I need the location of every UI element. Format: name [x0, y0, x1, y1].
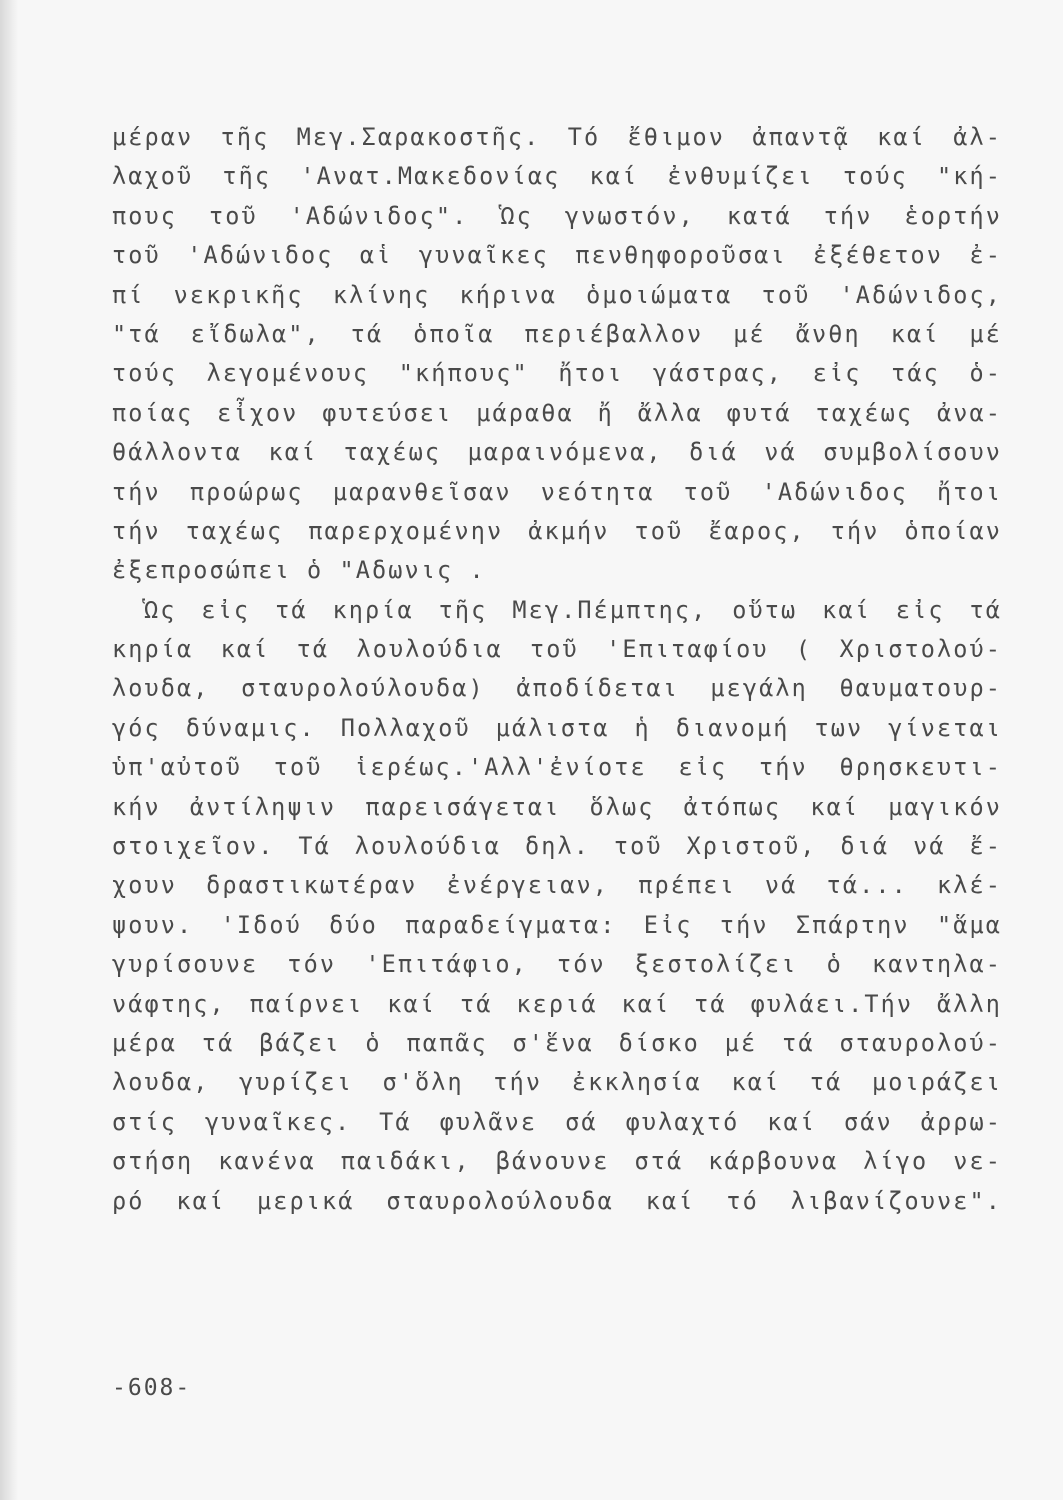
text-line: μέραν τῆς Μεγ.Σαρακοστῆς. Τό ἔθιμον ἀπαντᾷ καί ἀλ- [112, 123, 1002, 151]
text-line: κηρία καί τά λουλούδια τοῦ 'Επιταφίου ( Χριστολού- [112, 635, 1002, 664]
text-line: λουδα, γυρίζει σ'ὅλη τήν ἐκκλησία καί τά μοιράζει [112, 1068, 1002, 1097]
text-line: στίς γυναῖκες. Τά φυλᾶνε σά φυλαχτό καί σάν ἀρρω- [112, 1107, 1002, 1136]
text-line: τοῦ 'Αδώνιδος αἱ γυναῖκες πενθηφοροῦσαι ἐξέθετον ἐ- [112, 241, 1002, 270]
text-line: ποίας εἶχον φυτεύσει μάραθα ἤ ἄλλα φυτά ταχέως ἀνα- [112, 398, 1002, 427]
text-line: χουν δραστικωτέραν ἐνέργειαν, πρέπει νά τά... κλέ- [112, 871, 1002, 900]
text-line: νάφτης, παίρνει καί τά κεριά καί τά φυλάει.Τήν ἄλλη [112, 989, 1002, 1018]
page-edge-shadow [0, 0, 18, 1500]
text-line: τούς λεγομένους "κήπους" ἤτοι γάστρας, εἰς τάς ὁ- [112, 359, 1002, 388]
text-line: γός δύναμις. Πολλαχοῦ μάλιστα ἡ διανομή των γίνεται [112, 713, 1002, 742]
text-line: λουδα, σταυρολούλουδα) ἀποδίδεται μεγάλη θαυματουρ- [112, 674, 1002, 703]
page-number: -608- [112, 1375, 192, 1401]
text-line: πί νεκρικῆς κλίνης κήρινα ὁμοιώματα τοῦ 'Αδώνιδος, [112, 280, 1002, 309]
text-line: θάλλοντα καί ταχέως μαραινόμενα, διά νά συμβολίσουν [112, 438, 1002, 467]
text-line: ὑπ'αὐτοῦ τοῦ ἱερέως.'Αλλ'ἐνίοτε εἰς τήν θρησκευτι- [112, 753, 1002, 782]
text-line: ἐξεπροσώπει ὁ "Αδωνις . [112, 556, 486, 585]
text-line: στήση κανένα παιδάκι, βάνουνε στά κάρβουνα λίγο νε- [112, 1147, 1002, 1176]
text-line: στοιχεῖον. Τά λουλούδια δηλ. τοῦ Χριστοῦ, διά νά ἔ- [112, 832, 1002, 861]
text-line: λαχοῦ τῆς 'Ανατ.Μακεδονίας καί ἐνθυμίζει τούς "κή- [112, 162, 1002, 191]
text-line: μέρα τά βάζει ὁ παπᾶς σ'ἕνα δίσκο μέ τά σταυρολού- [112, 1028, 1002, 1057]
text-line: πους τοῦ 'Αδώνιδος". Ὡς γνωστόν, κατά τήν ἑορτήν [112, 201, 1002, 230]
text-line: τήν ταχέως παρερχομένην ἀκμήν τοῦ ἔαρος, τήν ὁποίαν [112, 516, 1002, 545]
text-line: ψουν. 'Ιδού δύο παραδείγματα: Εἰς τήν Σπάρτην "ἅμα [112, 910, 1002, 939]
text-line: "τά εἴδωλα", τά ὁποῖα περιέβαλλον μέ ἄνθη καί μέ [112, 319, 1002, 348]
text-line: ρό καί μερικά σταυρολούλουδα καί τό λιβανίζουνε". [112, 1186, 1002, 1215]
text-line: τήν προώρως μαρανθεῖσαν νεότητα τοῦ 'Αδώνιδος ἤτοι [112, 477, 1002, 506]
text-line: κήν ἀντίληψιν παρεισάγεται ὅλως ἀτόπως καί μαγικόν [112, 792, 1002, 821]
body-text [112, 118, 1002, 1221]
text-line: Ὡς εἰς τά κηρία τῆς Μεγ.Πέμπτης, οὕτω καί εἰς τά [144, 595, 1002, 624]
text-line: γυρίσουνε τόν 'Επιτάφιο, τόν ξεστολίζει ὁ καντηλα- [112, 950, 1002, 979]
